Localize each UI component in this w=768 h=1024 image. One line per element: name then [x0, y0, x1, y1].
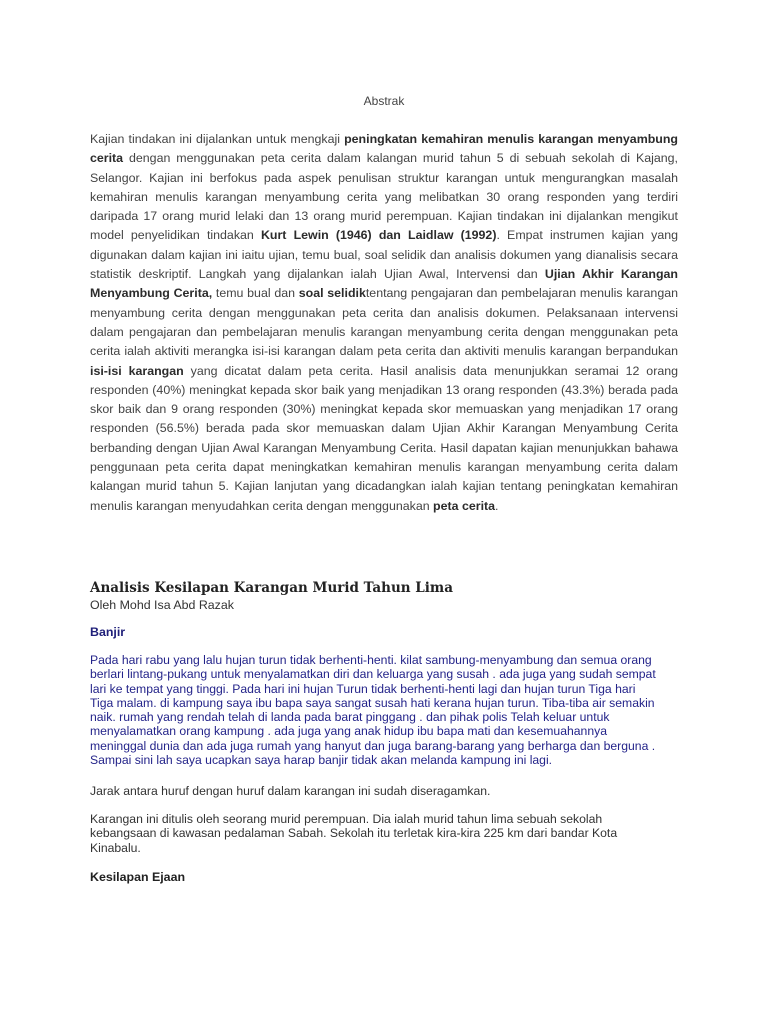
abstract-bold-text: Kurt Lewin (1946) dan Laidlaw (1992) [260, 228, 497, 243]
story-paragraph [90, 653, 690, 767]
abstract-bold-text: peningkatan kemahiran menulis karangan menyambung cerita [90, 132, 678, 166]
abstract-text: temu bual dan [212, 286, 299, 301]
story-line: meninggal dunia dan ada juga rumah yang hanyut dan juga barang-barang yang berharga dan berguna . [90, 738, 656, 753]
context-line: Kinabalu. [90, 840, 141, 855]
story-title: Banjir [90, 625, 126, 639]
abstract-text: Kajian tindakan ini dijalankan untuk mengkaji [90, 132, 345, 146]
abstract-text: tentang pengajaran dan pembelajaran menulis karangan menyambung cerita dengan menggunakan peta cerita dan analisis dokumen. Pelaksanaan intervensi dalam pengajaran dan pembelajaran menulis karangan menyambung cerita dengan menggunakan peta cerita ialah aktiviti merangka isi-isi karangan dalam peta cerita dan aktiviti menulis karangan berpandukan [90, 286, 678, 359]
story-line: berlari lintang-pukang untuk menyalamatkan diri dan keluarga yang susah . ada juga yang sudah sempat [90, 667, 656, 682]
abstract-text: yang dicatat dalam peta cerita. Hasil analisis data menunjukkan seramai 12 orang responden (40%) meningkat kepada skor baik yang menjadikan 13 orang responden (43.3%) berada pada skor baik dan 9 orang responden (30%) meningkat kepada skor memuaskan yang menjadikan 17 orang responden (56.5%) berada pada skor memuaskan dalam Ujian Akhir Karangan Menyambung Cerita berbanding dengan Ujian Awal Karangan Menyambung Cerita. Hasil dapatan kajian menunjukkan bahawa penggunaan peta cerita dapat meningkatkan kemahiran menulis karangan menyambung cerita dalam kalangan murid tahun 5. Kajian lanjutan yang dicadangkan ialah kajian tentang peningkatan kemahiran menulis karangan menyudahkan cerita dengan menggunakan [90, 363, 678, 513]
abstract-paragraph [90, 130, 678, 516]
abstract-bold-text: Ujian Akhir Karangan Menyambung Cerita, [90, 267, 678, 301]
article-heading: Analisis Kesilapan Karangan Murid Tahun Lima [90, 580, 453, 596]
abstract-bold-text: peta cerita [433, 498, 496, 513]
abstract-text: dengan menggunakan peta cerita dalam kalangan murid tahun 5 di sebuah sekolah di Kajang, Selangor. Kajian ini berfokus pada aspek penulisan struktur karangan untuk mengurangkan masalah kemahiran menulis karangan menyambung cerita yang melibatkan 30 orang responden yang terdiri daripada 17 orang murid lelaki dan 13 orang murid perempuan. Kajian tindakan ini dijalankan mengikut model penyelidikan tindakan [90, 151, 678, 243]
abstract-text: . [495, 498, 499, 513]
abstract-title: Abstrak [363, 94, 405, 108]
spacing-note: Jarak antara huruf dengan huruf dalam karangan ini sudah diseragamkan. [90, 784, 491, 798]
story-line: lari ke tempat yang tinggi. Pada hari ini hujan Turun tidak berhenti-henti lagi dan hujan turun Tiga hari [90, 681, 636, 696]
story-line: naik. rumah yang rendah telah di landa pada barat pinggang . dan pihak polis Telah keluar untuk [90, 710, 610, 725]
section-title-spelling-errors: Kesilapan Ejaan [90, 870, 186, 884]
story-line: Sampai sini lah saya ucapkan saya harap banjir tidak akan melanda kampung ini lagi. [90, 753, 553, 768]
story-line: Tiga malam. di kampung saya ibu bapa saya sangat susah hati kerana hujan turun. Tiba-tiba air semakin [90, 695, 655, 710]
context-line: kebangsaan di kawasan pedalaman Sabah. Sekolah itu terletak kira-kira 225 km dari bandar Kota [90, 826, 618, 841]
story-line: Pada hari rabu yang lalu hujan turun tidak berhenti-henti. kilat sambung-menyambung dan semua orang [90, 653, 652, 667]
abstract-bold-text: isi-isi karangan [90, 363, 184, 378]
article-author: Oleh Mohd Isa Abd Razak [90, 598, 234, 612]
abstract-text: . Empat instrumen kajian yang digunakan dalam kajian ini iaitu ujian, temu bual, soal selidik dan analisis dokumen yang dianalisis secara statistik deskriptif. Langkah yang dijalankan ialah Ujian Awal, Intervensi dan [90, 228, 678, 282]
author-context-paragraph [90, 812, 690, 855]
story-line: menyalamatkan orang kampung . ada juga yang anak hidup ibu bapa mati dan kesemuahannya [90, 724, 607, 739]
abstract-bold-text: soal selidik [298, 286, 366, 301]
context-line: Karangan ini ditulis oleh seorang murid perempuan. Dia ialah murid tahun lima sebuah sekolah [90, 812, 603, 826]
